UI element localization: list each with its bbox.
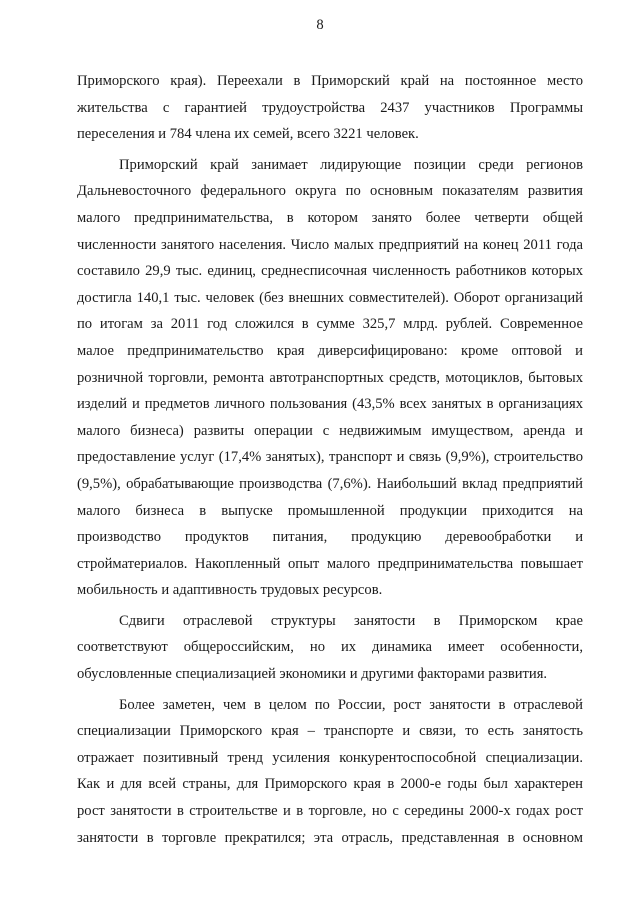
text-line: по итогам за 2011 год сложился в сумме 325,7 млрд. рублей. Современное: [77, 316, 583, 333]
paragraph-small-business: [77, 152, 583, 604]
text-line: переселения и 784 члена их семей, всего 3221 человек.: [77, 126, 419, 143]
text-line: (9,5%), обрабатывающие производства (7,6%). Наибольший вклад предприятий: [77, 475, 583, 492]
text-line: отражает позитивный тренд усиления конкурентоспособной специализации.: [77, 749, 583, 766]
text-line: изделий и предметов личного пользования (43,5% всех занятых в организациях: [77, 396, 583, 413]
text-line: численности занятого населения. Число малых предприятий на конец 2011 года: [77, 236, 583, 253]
page-number: 8: [316, 17, 324, 33]
text-line: составило 29,9 тыс. единиц, среднесписочная численность работников которых: [77, 263, 583, 280]
text-line: жительства с гарантией трудоустройства 2437 участников Программы: [77, 99, 583, 116]
text-line: Приморского края). Переехали в Приморский край на постоянное место: [77, 73, 583, 89]
text-line: занятости в торговле прекратился; эта отрасль, представленная в основном: [77, 829, 583, 846]
text-line: малого предпринимательства, в котором занято более четверти общей: [77, 209, 583, 226]
text-line: Приморский край занимает лидирующие позиции среди регионов: [119, 156, 583, 173]
text-line: специализации Приморского края – транспорте и связи, то есть занятость: [77, 723, 583, 740]
text-line: Как и для всей страны, для Приморского края в 2000-е годы был характерен: [77, 776, 583, 793]
paragraph-employment-shifts: [77, 608, 583, 688]
text-line: розничной торговли, ремонта автотранспортных средств, мотоциклов, бытовых: [77, 369, 583, 386]
text-line: достигла 140,1 тыс. человек (без внешних совместителей). Оборот организаций: [77, 289, 583, 306]
body-text: [77, 68, 583, 855]
text-line: мобильность и адаптивность трудовых ресурсов.: [77, 582, 383, 599]
text-line: производство продуктов питания, продукцию деревообработки и: [77, 529, 583, 546]
text-line: рост занятости в строительстве и в торговле, но с середины 2000-х годах рост: [77, 803, 583, 820]
text-line: соответствуют общероссийским, но их динамика имеет особенности,: [77, 639, 583, 656]
text-line: Сдвиги отраслевой структуры занятости в Приморском крае: [119, 612, 583, 629]
text-line: Дальневосточного федерального округа по основным показателям развития: [77, 183, 583, 200]
text-line: предоставление услуг (17,4% занятых), транспорт и связь (9,9%), строительство: [77, 449, 583, 466]
text-line: малое предпринимательство края диверсифицировано: кроме оптовой и: [77, 342, 583, 359]
text-line: малого бизнеса) развиты операции с недвижимым имуществом, аренда и: [77, 422, 583, 439]
text-line: обусловленные специализацией экономики и другими факторами развития.: [77, 666, 548, 683]
text-line: стройматериалов. Накопленный опыт малого предпринимательства повышает: [77, 555, 583, 572]
text-line: малого бизнеса в выпуске промышленной продукции приходится на: [77, 502, 583, 519]
paragraph-resettlement: [77, 68, 583, 148]
text-line: Более заметен, чем в целом по России, рост занятости в отраслевой: [119, 696, 583, 713]
paragraph-transport-trend: [77, 692, 583, 852]
